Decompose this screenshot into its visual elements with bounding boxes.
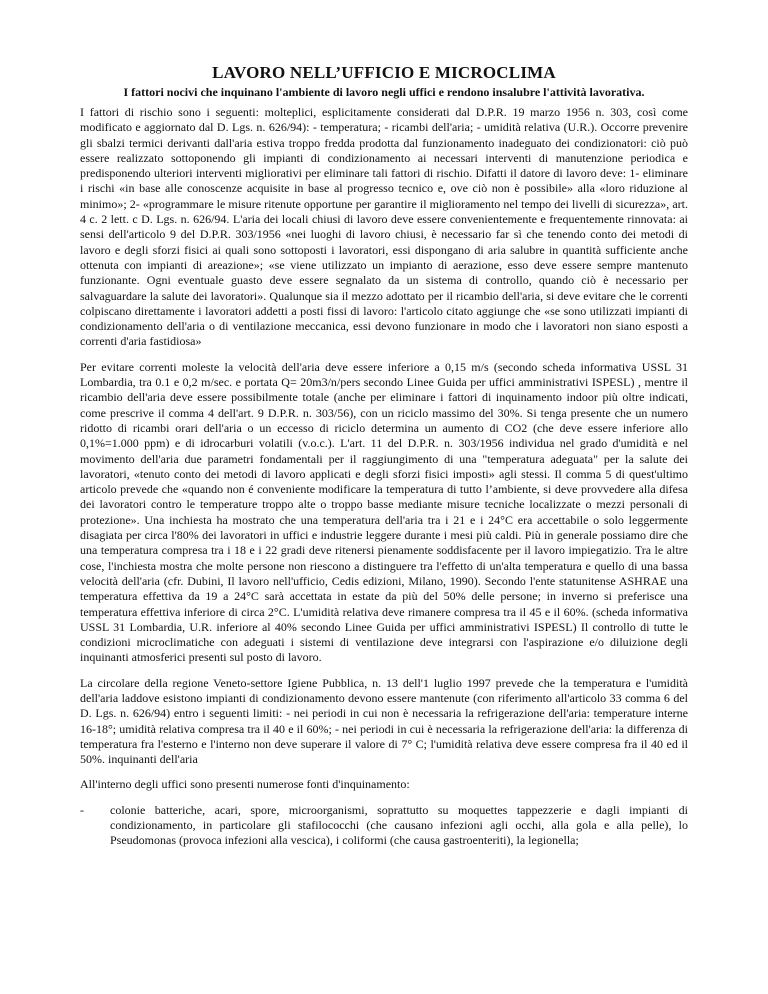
list-item-text: colonie batteriche, acari, spore, microorganismi, soprattutto su moquettes tappezzerie e dagli impianti di condizionamento, in particolare gli stafilococchi (che causano infezioni agli occhi, alla gola e alla pelle), lo Pseudomonas (provoca infezioni alla vescica), i coliformi (che causa gastroenteriti), la legionella; xyxy=(110,802,688,848)
document-subtitle: I fattori nocivi che inquinano l'ambiente di lavoro negli uffici e rendono insalubre l'attività lavorativa. xyxy=(123,85,645,99)
list-item xyxy=(80,803,688,849)
paragraph-2: Per evitare correnti moleste la velocità dell'aria deve essere inferiore a 0,15 m/s (secondo scheda informativa USSL 31 Lombardia, tra 0.1 e 0,2 m/sec. e portata Q= 20m3/n/pers secondo Linee Guida per uffici amministrativi ISPESL) , mentre il ricambio dell'aria deve essere possibilmente totale (anche per eliminare i fattori di inquinamento indoor più oltre indicati, come prescrive il comma 4 dell'art. 9 D.P.R. n. 303/56), con un riciclo massimo del 30%. Si tenga presente che un numero ridotto di ricambi orari dell'aria o un eccesso di riciclo determina un aumento di CO2 (che deve essere inferiore allo 0,1%=1.000 ppm) e di idrocarburi volatili (v.o.c.). L'art. 11 del D.P.R. n. 303/1956 individua nel grado d'umidità e nel movimento dell'aria due parametri fondamentali per il raggiungimento di una "temperatura adeguata" per la salute dei lavoratori, «tenuto conto dei metodi di lavoro applicati e degli sforzi fisici imposti» agli stessi. Il comma 5 di quest'ultimo articolo prevede che «quando non é conveniente modificare la temperatura di tutto l’ambiente, si deve provvedere alla difesa dei lavoratori contro le temperature troppo alte o troppo basse mediante misure tecniche localizzate o mezzi personali di protezione». Una inchiesta ha mostrato che una temperatura dell'aria tra i 21 e i 24°C era accettabile o solo leggermente disagiata per circa l'80% dei lavoratori in uffici e industrie leggere durante i mesi più caldi. Più in generale possiamo dire che una temperatura compresa tra i 18 e i 22 gradi deve ritenersi pienamente soddisfacente per il lavoro impiegatizio. Tra le altre cose, l'inchiesta mostra che molte persone non riescono a distinguere tra l'effetto di un'alta temperatura e quello di una bassa velocità dell'aria (cfr. Dubini, Il lavoro nell'ufficio, Cedis edizioni, Milano, 1990). Secondo l'ente statunitense ASHRAE una temperatura effettiva da 19 a 24°C sarà accettata in estate da più del 50% delle persone; in inverno si preferisce una temperatura effettiva inferiore di circa 2°C. L'umidità relativa deve rimanere compresa tra il 45 e il 60%. (scheda informativa USSL 31 Lombardia, U.R. inferiore al 40% secondo Linee Guida per uffici amministrativi ISPESL) Il controllo di tutte le condizioni microclimatiche con adeguati i sistemi di ventilazione deve integrarsi con l'aspirazione e/o diluizione degli inquinanti atmosferici presenti sul posto di lavoro. xyxy=(80,359,688,665)
paragraph-3: La circolare della regione Veneto-settore Igiene Pubblica, n. 13 dell'1 luglio 1997 prevede che la temperatura e l'umidità dell'aria laddove esistono impianti di condizionamento devono essere mantenute (con riferimento all'articolo 33 comma 6 del D. Lgs. n. 626/94) entro i seguenti limiti: - nei periodi in cui non è necessaria la refrigerazione dell'aria: temperature interne 16-18°; umidità relativa compresa tra il 40 e il 60%; - nei periodi in cui è necessaria la refrigerazione dell'aria: la differenza di temperatura fra l'esterno e l'interno non deve superare il valore di 7° C; l'umidità relativa deve essere compresa fra il 40 ed il 50%. inquinanti dell'aria xyxy=(80,675,688,767)
paragraph-4: All'interno degli uffici sono presenti numerose fonti d'inquinamento: xyxy=(80,777,410,792)
paragraph-1: I fattori di rischio sono i seguenti: molteplici, esplicitamente considerati dal D.P.R. 19 marzo 1956 n. 303, così come modificato e aggiornato dal D. Lgs. n. 626/94): - temperatura; - ricambi dell'aria; - umidità relativa (U.R.). Occorre prevenire gli sbalzi termici derivanti dall'aria estiva troppo fredda prodotta dal funzionamento inadeguato dei condizionatori: ciò può essere realizzato sottoponendo gli impianti di condizionamento ai necessari interventi di manutenzione periodica e predisponendo ulteriori interventi migliorativi per eliminare tali fattori di rischio. Difatti il datore di lavoro deve: 1- eliminare i rischi «in base alle conoscenze acquisite in base al progresso tecnico e, ove ciò non è possibile» alla «loro riduzione al minimo»; 2- «programmare le misure ritenute opportune per garantire il miglioramento nel tempo dei livelli di sicurezza», art. 4 c. 2 lett. c D. Lgs. n. 626/94. L'aria dei locali chiusi di lavoro deve essere convenientemente e frequentemente rinnovata: ai sensi dell'articolo 9 del D.P.R. 303/1956 «nei luoghi di lavoro chiusi, è necessario far sì che tenendo conto dei metodi di lavoro e degli sforzi fisici ai quali sono sottoposti i lavoratori, essi dispongano di aria salubre in quantità sufficiente anche ottenuta con impianti di areazione»; «se viene utilizzato un impianto di aerazione, esso deve essere sempre mantenuto funzionante. Ogni eventuale guasto deve essere segnalato da un sistema di controllo, quando ciò è necessario per salvaguardare la salute dei lavoratori». Qualunque sia il mezzo adottato per il ricambio dell'aria, si deve evitare che le correnti colpiscano direttamente i lavoratori addetti a posti fissi di lavoro: l'articolo citato aggiunge che «se sono utilizzati impianti di condizionamento dell'aria o di ventilazione meccanica, essi devono funzionare in modo che i lavoratori non siano esposti a correnti d'aria fastidiosa» xyxy=(80,105,688,349)
pollution-sources-list xyxy=(80,803,688,849)
list-bullet: - xyxy=(80,802,84,817)
document-title: LAVORO NELL’UFFICIO E MICROCLIMA xyxy=(212,63,556,82)
